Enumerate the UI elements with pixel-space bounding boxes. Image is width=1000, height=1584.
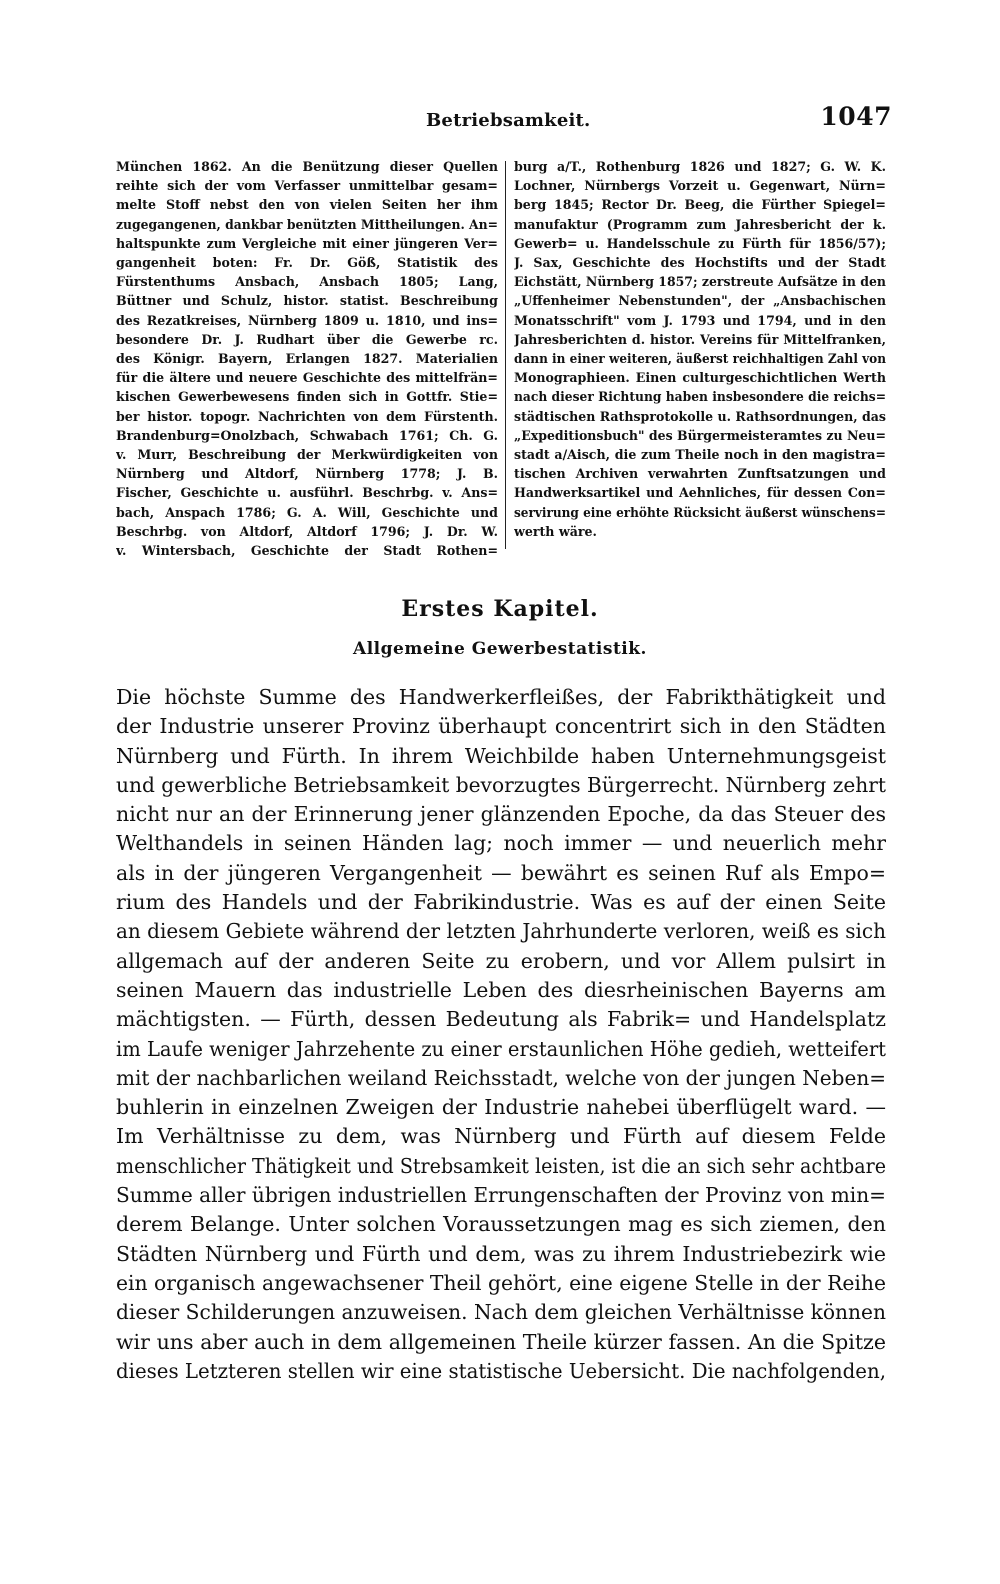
body-line: dieses Letzteren stellen wir eine statistische Uebersicht. Die nachfolgenden, xyxy=(116,1358,886,1383)
footnote-right-column xyxy=(514,157,886,541)
footnote-line: zugegangenen, dankbar benützten Mittheilungen. An= xyxy=(116,216,498,232)
footnote-line: Monographieen. Einen culturgeschichtlichen Werth xyxy=(514,370,886,386)
footnote-line: Fürstenthums Ansbach, Ansbach 1805; Lang, xyxy=(116,274,498,290)
footnote-line: Eichstätt, Nürnberg 1857; zerstreute Aufsätze in den xyxy=(514,274,886,290)
body-line: als in der jüngeren Vergangenheit — bewährt es seinen Ruf als Empo= xyxy=(116,860,886,885)
body-line: Welthandels in seinen Händen lag; noch immer — und neuerlich mehr xyxy=(116,831,886,856)
footnote-line: Monatsschrift" vom J. 1793 und 1794, und in den xyxy=(514,312,886,328)
body-line: rium des Handels und der Fabrikindustrie. Was es auf der einen Seite xyxy=(116,890,886,915)
body-line: nicht nur an der Erinnerung jener glänzenden Epoche, da das Steuer des xyxy=(116,802,886,827)
footnote-line: Jahresberichten d. histor. Vereins für Mittelfranken, xyxy=(514,331,886,347)
body-line: seinen Mauern das industrielle Leben des diesrheinischen Bayerns am xyxy=(116,977,886,1002)
footnote-line: kischen Gewerbewesens finden sich in Gottfr. Stie= xyxy=(116,389,498,405)
footnote-line: v. Wintersbach, Geschichte der Stadt Rothen= xyxy=(116,543,498,559)
body-line: derem Belange. Unter solchen Voraussetzungen mag es sich ziemen, den xyxy=(116,1212,886,1237)
footnote-line: Lochner, Nürnbergs Vorzeit u. Gegenwart, Nürn= xyxy=(514,178,886,194)
page-header xyxy=(116,100,892,140)
footnote-line: burg a/T., Rothenburg 1826 und 1827; G. W. K. xyxy=(514,159,886,174)
footnote-line: stadt a/Aisch, die zum Theile noch in den magistra= xyxy=(514,447,886,463)
footnote-line: ber histor. topogr. Nachrichten von dem Fürstenth. xyxy=(116,408,498,424)
body-line: menschlicher Thätigkeit und Strebsamkeit leisten, ist die an sich sehr achtbare xyxy=(116,1153,886,1178)
body-line: im Laufe weniger Jahrzehente zu einer erstaunlichen Höhe gedieh, wetteifert xyxy=(116,1036,886,1061)
body-line: mächtigsten. — Fürth, dessen Bedeutung als Fabrik= und Handelsplatz xyxy=(116,1007,886,1032)
footnote-line: melte Stoff nebst den von vielen Seiten her ihm xyxy=(116,197,498,213)
footnote-line: für die ältere und neuere Geschichte des mittelfrän= xyxy=(116,370,498,386)
body-line: Städten Nürnberg und Fürth und dem, was zu ihrem Industriebezirk wie xyxy=(116,1241,886,1266)
page-number: 1047 xyxy=(820,102,892,131)
footnote-line: „Uffenheimer Nebenstunden", der „Ansbachischen xyxy=(514,293,886,309)
footnote-line: manufaktur (Programm zum Jahresbericht der k. xyxy=(514,216,886,232)
footnotes xyxy=(116,157,886,557)
footnote-line: Handwerksartikel und Aehnliches, für dessen Con= xyxy=(514,485,886,501)
chapter-title: Erstes Kapitel. xyxy=(401,596,599,622)
footnote-line: tischen Archiven verwahrten Zunftsatzungen und xyxy=(514,466,886,482)
footnote-line: Gewerb= u. Handelsschule zu Fürth für 1856/57); xyxy=(514,235,886,251)
section-title: Allgemeine Gewerbestatistik. xyxy=(353,639,647,659)
body-line: Die höchste Summe des Handwerkerfleißes, der Fabrikthätigkeit und xyxy=(116,685,886,709)
footnote-line: nach dieser Richtung haben insbesondere die reichs= xyxy=(514,389,886,405)
footnote-line: J. Sax, Geschichte des Hochstifts und der Stadt xyxy=(514,255,886,271)
footnote-line: reihte sich der vom Verfasser unmittelbar gesam= xyxy=(116,178,498,194)
footnote-line: München 1862. An die Benützung dieser Quellen xyxy=(116,159,498,174)
body-line: mit der nachbarlichen weiland Reichsstadt, welche von der jungen Neben= xyxy=(116,1065,886,1090)
footnote-line: servirung eine erhöhte Rücksicht äußerst wünschens= xyxy=(514,504,886,520)
body-line: der Industrie unserer Provinz überhaupt concentrirt sich in den Städten xyxy=(116,714,886,739)
footnote-line: gangenheit boten: Fr. Dr. Göß, Statistik des xyxy=(116,255,498,271)
footnote-line: des Königr. Bayern, Erlangen 1827. Materialien xyxy=(116,351,498,367)
footnote-line: berg 1845; Rector Dr. Beeg, die Fürther Spiegel= xyxy=(514,197,886,213)
body-line: an diesem Gebiete während der letzten Jahrhunderte verloren, weiß es sich xyxy=(116,919,886,944)
footnote-line: Büttner und Schulz, histor. statist. Beschreibung xyxy=(116,293,498,309)
body-line: und gewerbliche Betriebsamkeit bevorzugtes Bürgerrecht. Nürnberg zehrt xyxy=(116,772,886,797)
footnote-line: Beschrbg. von Altdorf, Altdorf 1796; J. Dr. W. xyxy=(116,523,498,539)
body-line: buhlerin in einzelnen Zweigen der Industrie nahebei überflügelt ward. — xyxy=(116,1095,886,1120)
footnote-line: besondere Dr. J. Rudhart über die Gewerbe rc. xyxy=(116,331,498,347)
running-title: Betriebsamkeit. xyxy=(426,110,591,131)
body-line: Im Verhältnisse zu dem, was Nürnberg und Fürth auf diesem Felde xyxy=(116,1124,886,1149)
footnote-line: städtischen Rathsprotokolle u. Rathsordnungen, das xyxy=(514,408,886,424)
body-line: dieser Schilderungen anzuweisen. Nach dem gleichen Verhältnisse können xyxy=(116,1300,886,1325)
footnote-line: dann in einer weiteren, äußerst reichhaltigen Zahl von xyxy=(514,351,886,367)
body-line: wir uns aber auch in dem allgemeinen Theile kürzer fassen. An die Spitze xyxy=(116,1329,886,1354)
column-divider xyxy=(505,161,506,549)
footnote-line: „Expeditionsbuch" des Bürgermeisteramtes zu Neu= xyxy=(514,427,886,443)
body-line: allgemach auf der anderen Seite zu erobern, und vor Allem pulsirt in xyxy=(116,948,886,973)
footnote-line: v. Murr, Beschreibung der Merkwürdigkeiten von xyxy=(116,447,498,463)
body-line: Summe aller übrigen industriellen Errungenschaften der Provinz von min= xyxy=(116,1183,886,1208)
footnote-line: Brandenburg=Onolzbach, Schwabach 1761; Ch. G. xyxy=(116,427,498,443)
footnote-line: Fischer, Geschichte u. ausführl. Beschrbg. v. Ans= xyxy=(116,485,498,501)
footnote-line: des Rezatkreises, Nürnberg 1809 u. 1810, und ins= xyxy=(116,312,498,328)
body-line: ein organisch angewachsener Theil gehört, eine eigene Stelle in der Reihe xyxy=(116,1270,886,1295)
body-paragraph xyxy=(116,683,886,1386)
footnote-left-column xyxy=(116,157,498,560)
footnote-line: haltspunkte zum Vergleiche mit einer jüngeren Ver= xyxy=(116,235,498,251)
footnote-line: werth wäre. xyxy=(514,523,597,539)
footnote-line: Nürnberg und Altdorf, Nürnberg 1778; J. B. xyxy=(116,466,498,482)
body-line: Nürnberg und Fürth. In ihrem Weichbilde haben Unternehmungsgeist xyxy=(116,743,886,768)
footnote-line: bach, Anspach 1786; G. A. Will, Geschichte und xyxy=(116,504,498,520)
